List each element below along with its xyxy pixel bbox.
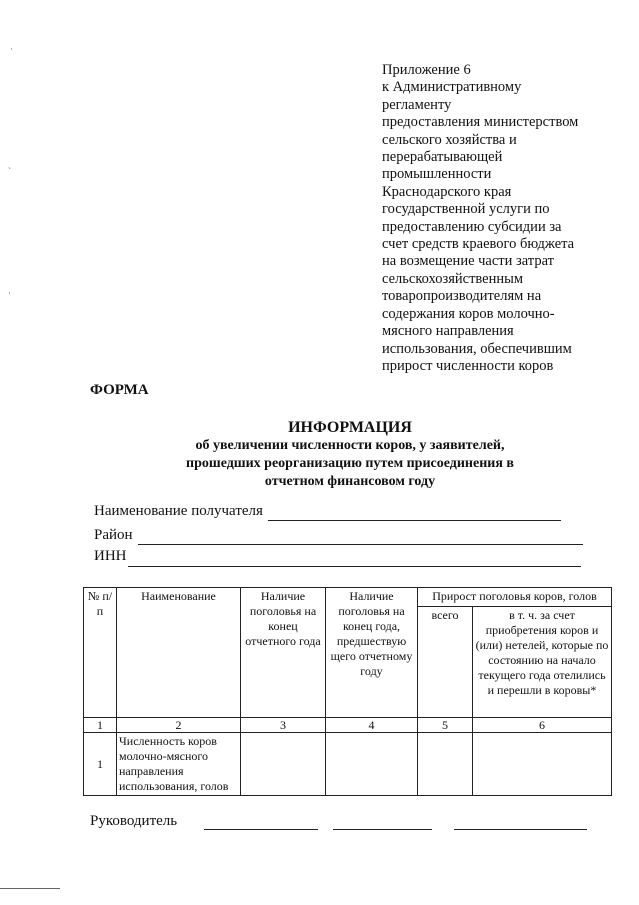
header-total: всего: [418, 607, 473, 718]
annex-line: мясного направления: [382, 323, 514, 340]
subtitle-line: прошедших реорганизацию путем присоединения в: [186, 456, 514, 471]
header-num: № п/п: [84, 588, 117, 718]
document-title: ИНФОРМАЦИЯ: [288, 419, 412, 436]
row-cell-end-year[interactable]: [241, 733, 326, 796]
annex-line: прирост численности коров: [382, 357, 554, 374]
column-number: 6: [473, 718, 612, 733]
header-including: в т. ч. за счет приобретения коров и (или) нетелей, которые по состоянию на начало текущего года отелились и перешли в коровы*: [473, 607, 612, 718]
column-number: 5: [418, 718, 473, 733]
annex-line: сельскохозяйственным: [382, 270, 524, 287]
row-cell-prev-year[interactable]: [326, 733, 418, 796]
annex-line: перерабатывающей: [382, 149, 503, 166]
district-field-label: Район: [94, 527, 133, 543]
annex-line: к Административному: [382, 79, 522, 96]
annex-line: счет средств краевого бюджета: [382, 236, 575, 253]
annex-line: предоставления министерством: [382, 114, 579, 131]
subtitle-line: об увеличении численности коров, у заявителей,: [195, 438, 505, 453]
column-number: 4: [326, 718, 418, 733]
row-cell-including[interactable]: [473, 733, 612, 796]
inn-field[interactable]: [128, 566, 581, 567]
signature-line[interactable]: [333, 829, 432, 830]
column-number: 3: [241, 718, 326, 733]
header-end-year: Наличие поголовья на конец отчетного года: [241, 588, 326, 718]
subtitle-line: отчетном финансовом году: [264, 474, 436, 489]
inn-field-label: ИНН: [94, 548, 127, 564]
annex-line: государственной услуги по: [382, 201, 550, 218]
annex-line: содержания коров молочно-: [382, 305, 555, 322]
signature-label: Руководитель: [90, 813, 178, 829]
scan-edge-line: [0, 888, 60, 889]
document-subtitle: [110, 437, 590, 491]
column-number-row: [84, 718, 612, 733]
data-table: [83, 587, 612, 796]
annex-line: предоставлению субсидии за: [382, 218, 562, 235]
recipient-field-label: Наименование получателя: [94, 503, 263, 519]
annex-block: [382, 62, 602, 375]
annex-line: Краснодарского края: [382, 183, 512, 200]
header-name: Наименование: [117, 588, 241, 718]
scan-mark: `: [8, 166, 11, 176]
scan-mark: ·: [8, 288, 11, 298]
annex-line: промышленности: [382, 166, 492, 183]
annex-line: использования, обеспечившим: [382, 340, 572, 357]
annex-line: товаропроизводителям на: [382, 288, 542, 305]
header-growth: Прирост поголовья коров, голов: [418, 588, 612, 607]
table-header-row: [84, 588, 612, 607]
row-number: 1: [84, 733, 117, 796]
table-row: [84, 733, 612, 796]
scan-mark: ·: [10, 44, 13, 54]
district-field[interactable]: [138, 544, 583, 545]
header-prev-year: Наличие поголовья на конец года, предшествую щего отчетному году: [326, 588, 418, 718]
signature-line[interactable]: [454, 829, 587, 830]
annex-line: регламенту: [382, 96, 452, 113]
annex-line: сельского хозяйства и: [382, 131, 517, 148]
column-number: 1: [84, 718, 117, 733]
row-cell-total[interactable]: [418, 733, 473, 796]
annex-line: на возмещение части затрат: [382, 253, 554, 270]
annex-line: Приложение 6: [382, 62, 471, 78]
column-number: 2: [117, 718, 241, 733]
signature-line[interactable]: [204, 829, 318, 830]
form-label: ФОРМА: [90, 382, 149, 398]
row-name: Численность коров молочно-мясного направления использования, голов: [117, 733, 241, 796]
recipient-field[interactable]: [268, 520, 561, 521]
